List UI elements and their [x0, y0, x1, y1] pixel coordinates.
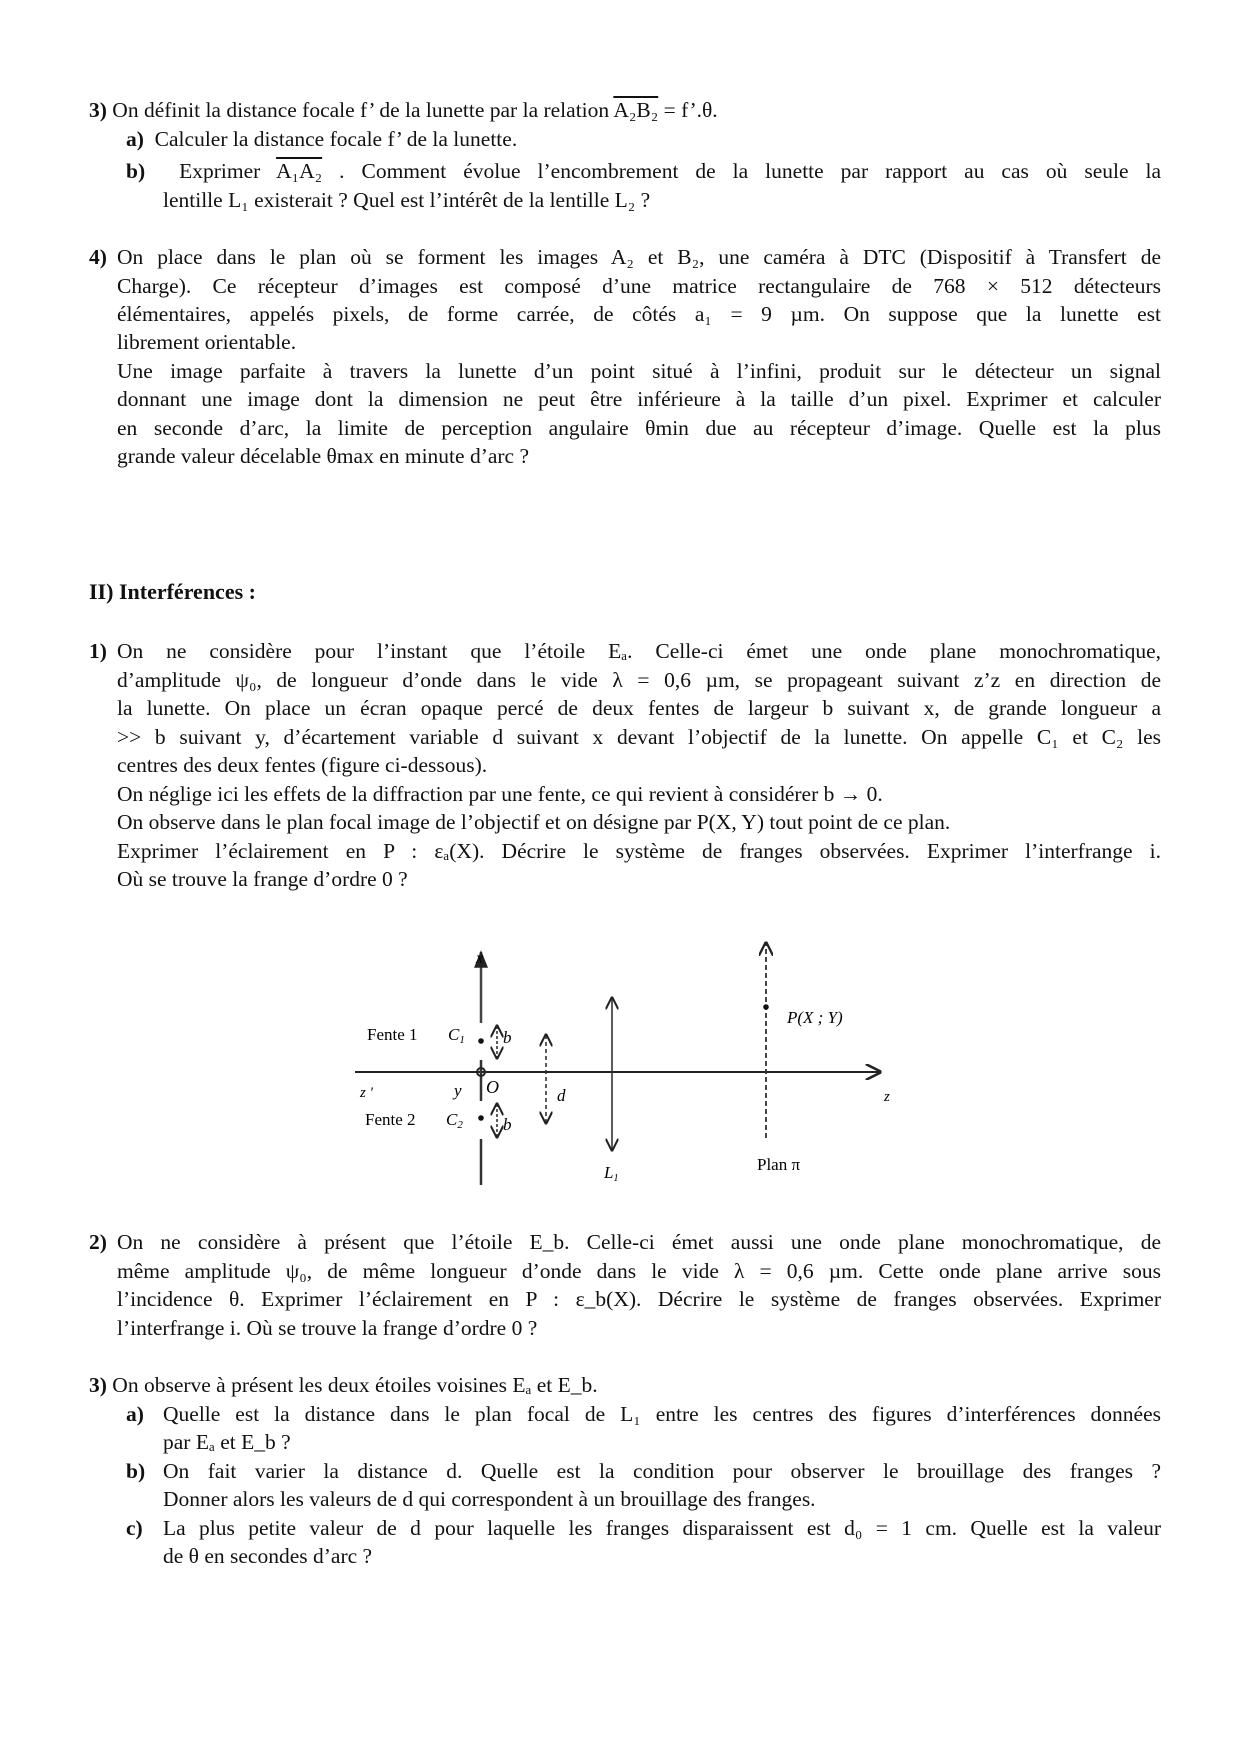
q4-line: Charge). Ce récepteur d’images est composé d’une matrice rectangulaire de 768 × 512 détecteurs: [117, 274, 1161, 298]
subquestion-label: a): [126, 1402, 144, 1426]
p2q2-number: [89, 1228, 107, 1257]
question-number: 4): [89, 245, 107, 269]
y-axis-label: y: [454, 1081, 462, 1100]
p2q3a-line: par Eₐ et E_b ?: [163, 1430, 291, 1454]
q4-line: élémentaires, appelés pixels, de forme carrée, de côtés a₁ = 9 µm. On suppose que la lunette est: [117, 302, 1161, 326]
p2q1-line: d’amplitude ψ₀, de longueur d’onde dans le vide λ = 0,6 µm, se propageant suivant z’z en direction de: [117, 668, 1161, 692]
question-number: 3): [89, 98, 107, 122]
young-slits-diagram: [340, 930, 900, 1190]
p2q3-intro: [89, 1371, 598, 1400]
question-number: 3): [89, 1373, 107, 1397]
q3b-line1: [126, 157, 1161, 186]
q4-line: librement orientable.: [117, 330, 297, 354]
p2q1-line: On observe dans le plan focal image de l’objectif et on désigne par P(X, Y) tout point de ce plan.: [117, 810, 951, 834]
p2q1-line: On néglige ici les effets de la diffraction par une fente, ce qui revient à considérer b → 0.: [117, 782, 883, 806]
p2q3a-label: [126, 1400, 144, 1429]
z-prime-label: z ': [360, 1085, 373, 1101]
p2q3a-line: Quelle est la distance dans le plan focal de L₁ entre les centres des figures d’interférences données: [163, 1402, 1161, 1426]
p2q3b-label: [126, 1457, 145, 1486]
p2q1-line: centres des deux fentes (figure ci-dessous).: [117, 753, 488, 777]
c2-point: [478, 1115, 484, 1121]
subquestion-label: b): [126, 159, 146, 183]
b2-label: b: [503, 1115, 512, 1134]
q4-number: [89, 243, 107, 272]
section-heading: II) Interférences :: [89, 579, 256, 604]
c1-point: [478, 1038, 484, 1044]
p2q3c-label: [126, 1514, 143, 1543]
p2q1-line: la lunette. On place un écran opaque percé de deux fentes de largeur b suivant x, de grande longueur a: [117, 696, 1161, 720]
q3b-text: . Comment évolue l’encombrement de la lunette par rapport au cas où seule la: [339, 159, 1161, 183]
q4-line: donnant une image dont la dimension ne peut être inférieure à la taille d’un pixel. Exprimer et calculer: [117, 387, 1161, 411]
subquestion-label: c): [126, 1516, 143, 1540]
p2q3b-line: Donner alors les valeurs de d qui correspondent à un brouillage des franges.: [163, 1487, 816, 1511]
point-p: [763, 1004, 769, 1010]
p2q2-line: On ne considère à présent que l’étoile E_b. Celle-ci émet aussi une onde plane monochromatique, de: [117, 1230, 1161, 1254]
p2q3-intro-text: On observe à présent les deux étoiles voisines Eₐ et E_b.: [112, 1373, 598, 1397]
lens-label: L1: [604, 1163, 619, 1184]
subquestion-label: a): [126, 127, 144, 151]
b1-label: b: [503, 1028, 512, 1047]
p2q1-line: Où se trouve la frange d’ordre 0 ?: [117, 867, 408, 891]
origin-label: O: [486, 1077, 499, 1097]
p2q3b-line: On fait varier la distance d. Quelle est la condition pour observer le brouillage des franges ?: [163, 1459, 1161, 1483]
plane-pi-label: Plan π: [757, 1155, 801, 1174]
c2-label: C2: [446, 1110, 463, 1131]
p2q3c-line: La plus petite valeur de d pour laquelle les franges disparaissent est d₀ = 1 cm. Quelle est la valeur: [163, 1516, 1161, 1540]
p2q1-number: [89, 637, 107, 666]
q3a: [126, 125, 517, 154]
fente2-label: Fente 2: [365, 1110, 416, 1129]
question-number: 1): [89, 639, 107, 663]
q4-line: en seconde d’arc, la limite de perception angulaire θmin due au récepteur d’image. Quelle est la plus: [117, 416, 1161, 440]
q4-line: grande valeur décelable θmax en minute d’arc ?: [117, 444, 530, 468]
q3b-text: Exprimer: [179, 159, 261, 183]
d-label: d: [557, 1086, 566, 1105]
vector-a1a2: A₁A₂: [276, 159, 323, 183]
p2q2-line: l’interfrange i. Où se trouve la frange d’ordre 0 ?: [117, 1316, 538, 1340]
vector-a2b2: A₂B₂: [613, 98, 659, 122]
p2q2-line: même amplitude ψ₀, de même longueur d’onde dans le vide λ = 0,6 µm. Cette onde plane arrive sous: [117, 1259, 1161, 1283]
question-number: 2): [89, 1230, 107, 1254]
p2q1-line: On ne considère pour l’instant que l’étoile Eₐ. Celle-ci émet une onde plane monochromatique,: [117, 639, 1161, 663]
x-axis-label: x: [476, 950, 484, 967]
c1-label: C1: [448, 1025, 465, 1046]
q4-line: On place dans le plan où se forment les images A₂ et B₂, une caméra à DTC (Dispositif à Transfert de: [117, 245, 1161, 269]
q4-line: Une image parfaite à travers la lunette d’un point situé à l’infini, produit sur le détecteur un signal: [117, 359, 1161, 383]
q3-intro: [89, 96, 718, 125]
p2q1-line: >> b suivant y, d’écartement variable d suivant x devant l’objectif de la lunette. On appelle C₁ et C₂ les: [117, 725, 1161, 749]
p2q2-line: l’incidence θ. Exprimer l’éclairement en P : ε_b(X). Décrire le système de franges observées. Exprimer: [117, 1287, 1161, 1311]
q3-intro-end: = f’.θ.: [658, 98, 718, 122]
p2q1-line: Exprimer l’éclairement en P : εₐ(X). Décrire le système de franges observées. Exprimer l’interfrange i.: [117, 839, 1161, 863]
q3a-text: Calculer la distance focale f’ de la lunette.: [154, 127, 518, 151]
p2q3c-line: de θ en secondes d’arc ?: [163, 1544, 373, 1568]
q3-intro-text: On définit la distance focale f’ de la lunette par la relation: [112, 98, 610, 122]
fente1-label: Fente 1: [367, 1025, 418, 1044]
q3b-line2: lentille L₁ existerait ? Quel est l’intérêt de la lentille L₂ ?: [163, 188, 651, 212]
z-axis-label: z: [884, 1089, 890, 1105]
subquestion-label: b): [126, 1459, 146, 1483]
point-p-label: P(X ; Y): [787, 1008, 843, 1027]
